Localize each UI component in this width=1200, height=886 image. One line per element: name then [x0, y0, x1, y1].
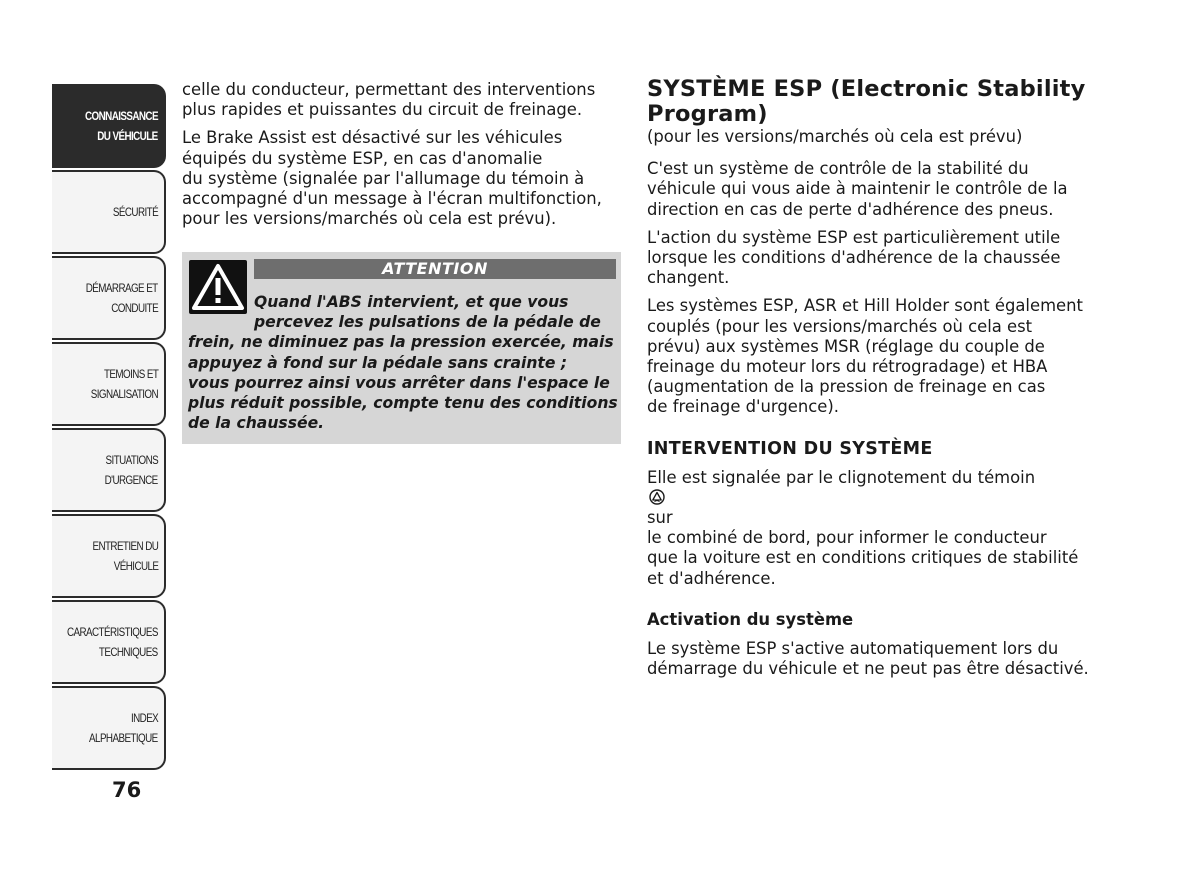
paragraph-intervention: Elle est signalée par le clignotement du témoin sur le combiné de bord, pour informer le conducteur que la voiture est en conditions critiques de stabilité et d'adhérence. [647, 467, 1079, 588]
chapter-tab-label: D'URGENCE [104, 473, 158, 487]
attention-text: Quand l'ABS intervient, et que vous percevez les pulsations de la pédale de frein, ne diminuez pas la pression exercée, mais appuyez à fond sur la pédale sans crainte ; vous pourrez ainsi vous arrêter dans l'espace le plus réduit possible, compte tenu des conditions de la chaussée. [188, 293, 618, 433]
left-column [182, 80, 614, 237]
chapter-tab-label: SÉCURITÉ [112, 205, 158, 219]
page-number: 76 [112, 778, 142, 802]
chapter-tab-label: ENTRETIEN DU [92, 539, 158, 553]
section-heading-intervention: INTERVENTION DU SYSTÈME [647, 438, 933, 459]
chapter-tab[interactable] [52, 514, 166, 598]
chapter-tabs [52, 84, 166, 772]
paragraph-brake-circuit: celle du conducteur, permettant des interventions plus rapides et puissantes du circuit de freinage. [182, 80, 596, 120]
paragraph-brake-assist: Le Brake Assist est désactivé sur les véhicules équipés du système ESP, en cas d'anomalie du système (signalée par l'allumage du témoin à accompagné d'un message à l'écran multifonction, pour les versions/marchés où cela est prévu). [182, 128, 602, 229]
paragraph-esp-coupled: Les systèmes ESP, ASR et Hill Holder sont également couplés (pour les versions/marchés où cela est prévu) aux systèmes MSR (réglage du couple de freinage du moteur lors du rétrogradage) et HBA (augmentation de la pression de freinage en cas de freinage d'urgence). [647, 296, 1083, 417]
chapter-tab-label: VÉHICULE [113, 559, 158, 573]
chapter-tab-label: INDEX [130, 711, 158, 725]
chapter-tab[interactable] [52, 170, 166, 254]
esp-warning-icon [649, 489, 665, 505]
chapter-tab-label: TEMOINS ET [103, 367, 158, 381]
sub-heading-activation: Activation du système [647, 609, 854, 629]
paragraph-activation: Le système ESP s'active automatiquement lors du démarrage du véhicule et ne peut pas être désactivé. [647, 638, 1089, 679]
chapter-tab-label: CONNAISSANCE [85, 109, 158, 123]
attention-title: ATTENTION [254, 259, 616, 279]
chapter-tab-label: CARACTÉRISTIQUES [67, 625, 158, 639]
paragraph-esp-definition: C'est un système de contrôle de la stabilité du véhicule qui vous aide à maintenir le contrôle de la direction en cas de perte d'adhérence des pneus. [647, 159, 1068, 219]
chapter-tab[interactable] [52, 342, 166, 426]
chapter-tab[interactable] [52, 428, 166, 512]
chapter-tab-label: ALPHABETIQUE [89, 731, 158, 745]
chapter-tab-label: SITUATIONS [105, 453, 158, 467]
chapter-tab[interactable] [52, 686, 166, 770]
chapter-tab-label: TECHNIQUES [99, 645, 158, 659]
section-title: SYSTÈME ESP (Electronic Stability Program) [647, 76, 1086, 127]
attention-box [182, 252, 621, 444]
chapter-tab-label: CONDUITE [111, 301, 158, 315]
right-column [647, 77, 1092, 687]
paragraph-esp-action: L'action du système ESP est particulièrement utile lorsque les conditions d'adhérence de la chaussée changent. [647, 227, 1061, 288]
chapter-tab-label: SIGNALISATION [90, 387, 158, 401]
chapter-tab-label: DU VÉHICULE [97, 129, 158, 143]
chapter-tab[interactable] [52, 84, 166, 168]
chapter-tab[interactable] [52, 600, 166, 684]
chapter-tab-label: DÉMARRAGE ET [86, 281, 158, 295]
chapter-tab[interactable] [52, 256, 166, 340]
section-subtitle: (pour les versions/marchés où cela est prévu) [647, 127, 1023, 146]
